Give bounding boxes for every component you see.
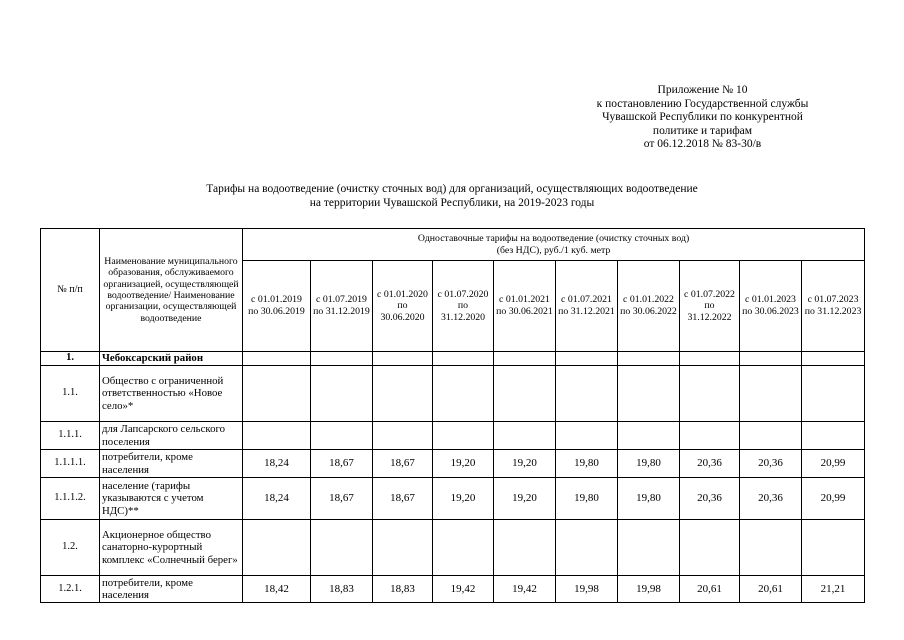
row-name: для Лапсарского сельского поселения xyxy=(100,422,243,450)
header-num: № п/п xyxy=(41,229,100,352)
tariff-cell xyxy=(802,422,865,450)
tariff-cell xyxy=(243,520,311,576)
tariff-cell xyxy=(311,366,373,422)
header-period: с 01.01.2022 по 30.06.2022 xyxy=(618,261,680,352)
tariff-cell: 20,61 xyxy=(680,576,740,603)
table-row xyxy=(41,450,865,478)
row-name: население (тарифы указываются с учетом НДС)** xyxy=(100,478,243,520)
tariff-cell: 18,83 xyxy=(311,576,373,603)
tariff-cell xyxy=(802,366,865,422)
tariff-cell xyxy=(802,520,865,576)
header-period: с 01.07.2022 по 31.12.2022 xyxy=(680,261,740,352)
tariff-cell xyxy=(680,520,740,576)
header-tariff-group xyxy=(243,229,865,261)
tariff-cell xyxy=(556,422,618,450)
tariff-cell xyxy=(680,422,740,450)
tariff-cell xyxy=(618,352,680,366)
header-period: с 01.01.2020 по 30.06.2020 xyxy=(373,261,433,352)
appendix-line: к постановлению Государственной службы xyxy=(596,97,809,110)
tariff-cell xyxy=(556,520,618,576)
tariff-group-line-2: (без НДС), руб./1 куб. метр xyxy=(496,244,611,256)
row-num: 1.1.1.2. xyxy=(41,478,100,520)
tariff-cell xyxy=(243,352,311,366)
tariff-cell: 19,20 xyxy=(494,450,556,478)
tariff-cell: 19,20 xyxy=(433,478,494,520)
appendix-line: от 06.12.2018 № 83-30/в xyxy=(643,138,762,151)
tariff-table xyxy=(40,228,865,603)
tariff-cell xyxy=(373,422,433,450)
row-num: 1.1. xyxy=(41,366,100,422)
row-name: потребители, кроме населения xyxy=(100,450,243,478)
tariff-cell xyxy=(373,366,433,422)
row-num: 1. xyxy=(41,352,100,366)
tariff-cell: 19,80 xyxy=(556,478,618,520)
appendix-line: Приложение № 10 xyxy=(657,84,748,96)
table-row xyxy=(41,478,865,520)
tariff-cell xyxy=(433,366,494,422)
tariff-cell: 18,67 xyxy=(311,450,373,478)
row-num: 1.1.1. xyxy=(41,422,100,450)
tariff-cell: 20,36 xyxy=(740,450,802,478)
tariff-cell xyxy=(618,422,680,450)
tariff-cell: 19,20 xyxy=(433,450,494,478)
document-title xyxy=(100,182,804,210)
header-period: с 01.01.2019 по 30.06.2019 xyxy=(243,261,311,352)
tariff-cell xyxy=(740,366,802,422)
tariff-cell: 18,42 xyxy=(243,576,311,603)
tariff-cell: 20,36 xyxy=(680,478,740,520)
row-name: Чебоксарский район xyxy=(100,352,243,366)
tariff-cell: 19,42 xyxy=(494,576,556,603)
tariff-cell xyxy=(618,366,680,422)
tariff-cell xyxy=(433,352,494,366)
appendix-header xyxy=(560,84,845,152)
row-name: Общество с ограниченной ответственностью «Новое село»* xyxy=(100,366,243,422)
tariff-cell xyxy=(373,352,433,366)
tariff-cell: 20,99 xyxy=(802,450,865,478)
row-num: 1.2. xyxy=(41,520,100,576)
tariff-cell: 18,67 xyxy=(311,478,373,520)
row-num: 1.1.1.1. xyxy=(41,450,100,478)
header-period: с 01.07.2021 по 31.12.2021 xyxy=(556,261,618,352)
tariff-cell xyxy=(494,422,556,450)
tariff-cell: 19,80 xyxy=(618,478,680,520)
table-row xyxy=(41,576,865,603)
appendix-line: Чувашской Республики по конкурентной xyxy=(602,111,803,124)
tariff-cell: 21,21 xyxy=(802,576,865,603)
tariff-cell xyxy=(740,422,802,450)
tariff-cell: 19,98 xyxy=(618,576,680,603)
row-name: потребители, кроме населения xyxy=(100,576,243,603)
appendix-line: политике и тарифам xyxy=(652,124,753,137)
tariff-cell: 20,36 xyxy=(740,478,802,520)
tariff-cell xyxy=(494,366,556,422)
tariff-cell xyxy=(740,520,802,576)
tariff-cell: 19,42 xyxy=(433,576,494,603)
table-row xyxy=(41,352,865,366)
tariff-cell: 19,20 xyxy=(494,478,556,520)
tariff-cell xyxy=(556,366,618,422)
tariff-group-line-1: Одноставочные тарифы на водоотведение (очистку сточных вод) xyxy=(417,233,690,244)
tariff-cell: 20,36 xyxy=(680,450,740,478)
tariff-cell: 18,67 xyxy=(373,450,433,478)
header-name: Наименование муниципального образования, обслуживаемого организацией, осуществляющей водоотведение/ Наименование организации, осуществляющей водоотведение xyxy=(100,229,243,352)
tariff-cell: 18,24 xyxy=(243,450,311,478)
tariff-cell: 18,83 xyxy=(373,576,433,603)
tariff-cell xyxy=(311,352,373,366)
tariff-cell xyxy=(802,352,865,366)
tariff-cell xyxy=(311,520,373,576)
tariff-cell xyxy=(556,352,618,366)
row-name: Акционерное общество санаторно-курортный комплекс «Солнечный берег» xyxy=(100,520,243,576)
tariff-cell xyxy=(433,422,494,450)
tariff-cell xyxy=(740,352,802,366)
tariff-cell: 20,61 xyxy=(740,576,802,603)
tariff-cell: 19,80 xyxy=(556,450,618,478)
tariff-cell: 18,24 xyxy=(243,478,311,520)
table-row xyxy=(41,366,865,422)
tariff-cell xyxy=(433,520,494,576)
tariff-cell xyxy=(243,366,311,422)
table-row xyxy=(41,422,865,450)
header-period: с 01.01.2023 по 30.06.2023 xyxy=(740,261,802,352)
tariff-cell: 19,98 xyxy=(556,576,618,603)
tariff-cell xyxy=(494,520,556,576)
tariff-cell xyxy=(243,422,311,450)
header-period: с 01.07.2023 по 31.12.2023 xyxy=(802,261,865,352)
tariff-cell xyxy=(618,520,680,576)
header-period: с 01.01.2021 по 30.06.2021 xyxy=(494,261,556,352)
title-line-2: на территории Чувашской Республики, на 2019-2023 годы xyxy=(309,197,595,209)
tariff-cell xyxy=(680,366,740,422)
tariff-cell xyxy=(680,352,740,366)
tariff-cell xyxy=(311,422,373,450)
tariff-cell: 18,67 xyxy=(373,478,433,520)
row-num: 1.2.1. xyxy=(41,576,100,603)
header-period: с 01.07.2020 по 31.12.2020 xyxy=(433,261,494,352)
table-header-row xyxy=(41,229,865,261)
tariff-cell xyxy=(494,352,556,366)
header-period: с 01.07.2019 по 31.12.2019 xyxy=(311,261,373,352)
tariff-cell: 20,99 xyxy=(802,478,865,520)
tariff-cell: 19,80 xyxy=(618,450,680,478)
table-row xyxy=(41,520,865,576)
title-line-1: Тарифы на водоотведение (очистку сточных вод) для организаций, осуществляющих водоотведение xyxy=(206,183,698,195)
tariff-cell xyxy=(373,520,433,576)
